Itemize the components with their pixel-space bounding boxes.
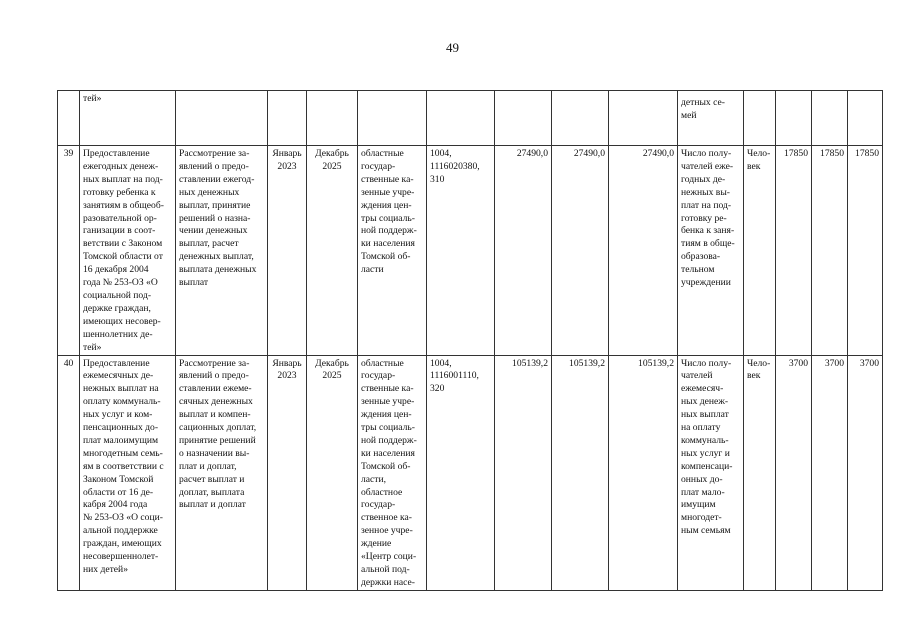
cell-amount-year2: 27490,0 bbox=[552, 146, 609, 356]
cell-event-name: тей» bbox=[80, 91, 176, 146]
cell-event-content: Рассмотрение за- явлений о предо- ставлении ежегод- ных денежных выплат, принятие решений о назна- чении денежных выплат, расчет денежных выплат, выплата денежных выплат bbox=[176, 146, 268, 356]
cell-executor: областные государ- ственные ка- зенные учре- ждения цен- тры социаль- ной поддерж- ки населения Томской об- ласти bbox=[358, 146, 427, 356]
cell-event-content bbox=[176, 91, 268, 146]
cell-amount-year1 bbox=[495, 91, 552, 146]
cell-value-year2: 17850 bbox=[812, 146, 848, 356]
cell-unit: Чело- век bbox=[744, 146, 776, 356]
cell-end-date: Декабрь 2025 bbox=[307, 146, 358, 356]
cell-budget-code bbox=[427, 91, 495, 146]
cell-start-date: Январь 2023 bbox=[268, 146, 307, 356]
cell-start-date bbox=[268, 91, 307, 146]
cell-executor: областные государ- ственные ка- зенные учре- ждения цен- тры социаль- ной поддерж- ки населения Томской об- ласти, областное государ- ственное ка- зенное учре- ждение «Центр соци- альной под- держки насе- bbox=[358, 355, 427, 590]
cell-indicator: Число полу- чателей ежемесяч- ных денеж- ных выплат на оплату коммуналь- ных услуг и компенсаци- онных до- плат мало- имущим многодет- ным семьям bbox=[678, 355, 744, 590]
cell-amount-year3 bbox=[609, 91, 678, 146]
cell-value-year3 bbox=[848, 91, 883, 146]
cell-value-year3: 3700 bbox=[848, 355, 883, 590]
cell-value-year1: 3700 bbox=[776, 355, 812, 590]
cell-end-date: Декабрь 2025 bbox=[307, 355, 358, 590]
cell-end-date bbox=[307, 91, 358, 146]
cell-amount-year1: 105139,2 bbox=[495, 355, 552, 590]
cell-amount-year3: 105139,2 bbox=[609, 355, 678, 590]
cell-budget-code: 1004, 1116020380, 310 bbox=[427, 146, 495, 356]
cell-amount-year2: 105139,2 bbox=[552, 355, 609, 590]
cell-value-year1: 17850 bbox=[776, 146, 812, 356]
page-number: 49 bbox=[446, 40, 459, 55]
cell-indicator: Число полу- чателей еже- годных де- нежных вы- плат на под- готовку ре- бенка к заня- тиям в обще- образова- тельном учреждении bbox=[678, 146, 744, 356]
cell-unit bbox=[744, 91, 776, 146]
cell-event-name: Предоставление ежегодных денеж- ных выплат на под- готовку ребенка к занятиям в общеоб- разовательной ор- ганизации в соот- ветствии с Законом Томской области от 16 декабря 2004 года № 253-ОЗ «О социальной под- держке граждан, имеющих несовер- шеннолетних де- тей» bbox=[80, 146, 176, 356]
cell-budget-code: 1004, 1116001110, 320 bbox=[427, 355, 495, 590]
cell-amount-year1: 27490,0 bbox=[495, 146, 552, 356]
table-row bbox=[58, 91, 883, 146]
cell-row-number: 40 bbox=[58, 355, 80, 590]
cell-value-year3: 17850 bbox=[848, 146, 883, 356]
cell-amount-year2 bbox=[552, 91, 609, 146]
cell-value-year1 bbox=[776, 91, 812, 146]
cell-row-number bbox=[58, 91, 80, 146]
cell-event-content: Рассмотрение за- явлений о предо- ставлении ежеме- сячных денежных выплат и компен- сационных доплат, принятие решений о назначении вы- плат и доплат, расчет выплат и доплат, выплата выплат и доплат bbox=[176, 355, 268, 590]
cell-unit: Чело- век bbox=[744, 355, 776, 590]
budget-table bbox=[57, 90, 883, 591]
cell-indicator: детных се- мей bbox=[678, 91, 744, 146]
table-row bbox=[58, 355, 883, 590]
table-row bbox=[58, 146, 883, 356]
cell-start-date: Январь 2023 bbox=[268, 355, 307, 590]
cell-amount-year3: 27490,0 bbox=[609, 146, 678, 356]
cell-row-number: 39 bbox=[58, 146, 80, 356]
cell-value-year2 bbox=[812, 91, 848, 146]
cell-value-year2: 3700 bbox=[812, 355, 848, 590]
cell-event-name: Предоставление ежемесячных де- нежных выплат на оплату коммуналь- ных услуг и ком- пенсационных до- плат малоимущим многодетным семь- ям в соответствии с Законом Томской области от 16 де- кабря 2004 года № 253-ОЗ «О соци- альной поддержке граждан, имеющих несовершеннолет- них детей» bbox=[80, 355, 176, 590]
cell-executor bbox=[358, 91, 427, 146]
